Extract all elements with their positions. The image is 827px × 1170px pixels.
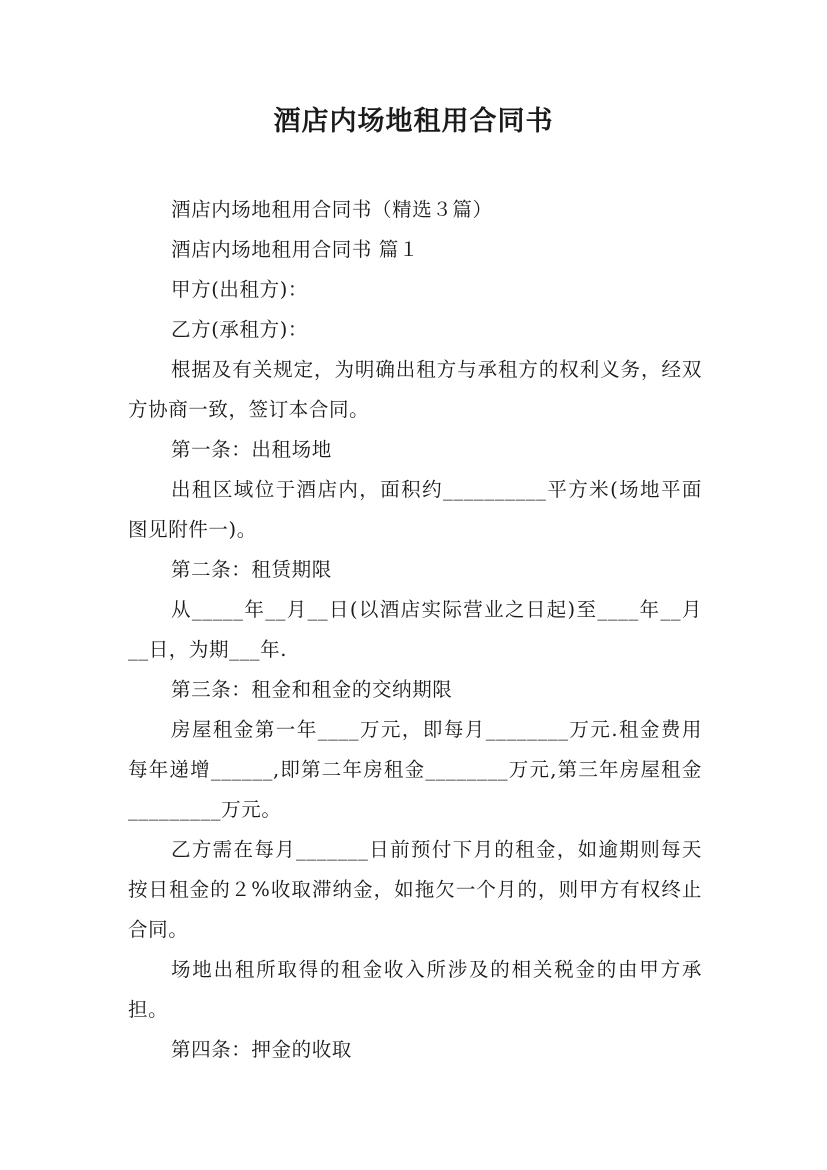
article-1-body: 出租区域位于酒店内，面积约__________平方米(场地平面图见附件一)。 [128, 478, 702, 541]
article-3-body-rent: 房屋租金第一年____万元，即每月________万元.租金费用每年递增______,即第二年房租金________万元,第三年房屋租金_________万元。 [128, 718, 702, 821]
article-2-body: 从_____年__月__日(以酒店实际营业之日起)至____年__月__日，为期___年. [128, 598, 702, 661]
article-3-body-payment: 乙方需在每月_______日前预付下月的租金，如逾期则每天按日租金的２%收取滞纳金，如拖欠一个月的，则甲方有权终止合同。 [128, 838, 702, 941]
paragraph-party-a: 甲方(出租方)： [171, 278, 309, 301]
document-title: 酒店内场地租用合同书 [273, 106, 554, 137]
article-4-heading: 第四条：押金的收取 [171, 1038, 352, 1061]
paragraph-party-b: 乙方(承租方)： [171, 318, 309, 341]
article-3-heading: 第三条：租金和租金的交纳期限 [171, 678, 453, 701]
article-3-body-tax: 场地出租所取得的租金收入所涉及的相关税金的由甲方承担。 [128, 958, 702, 1021]
document-body [128, 190, 702, 1070]
article-2-heading: 第二条：租赁期限 [171, 558, 332, 581]
paragraph-preamble: 根据及有关规定，为明确出租方与承租方的权利义务，经双方协商一致，签订本合同。 [128, 358, 702, 421]
article-1-heading: 第一条：出租场地 [171, 438, 332, 461]
paragraph-subtitle: 酒店内场地租用合同书（精选３篇） [171, 198, 493, 221]
paragraph-section-heading: 酒店内场地租用合同书 篇１ [171, 238, 419, 261]
